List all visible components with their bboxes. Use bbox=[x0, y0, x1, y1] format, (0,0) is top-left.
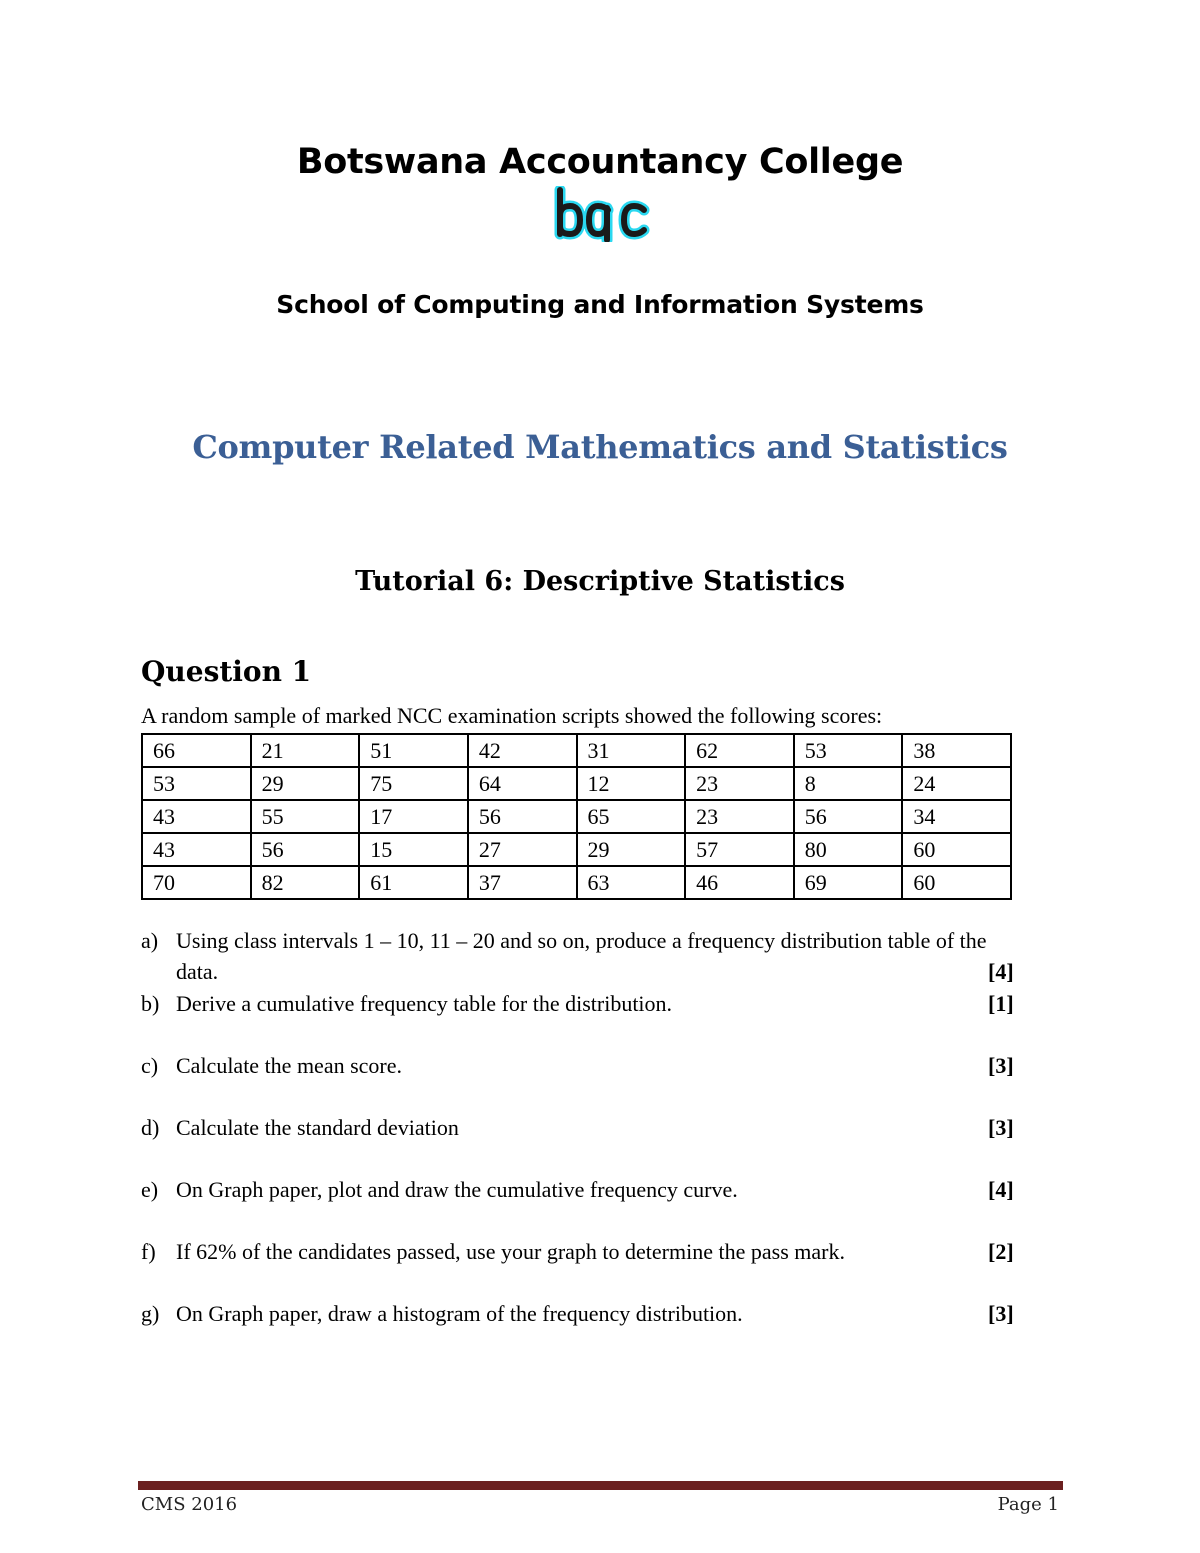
table-cell: 23 bbox=[685, 767, 794, 800]
table-cell: 57 bbox=[685, 833, 794, 866]
table-cell: 34 bbox=[902, 800, 1011, 833]
footer-rule bbox=[138, 1481, 1063, 1490]
college-name: Botswana Accountancy College bbox=[296, 142, 904, 182]
table-cell: 53 bbox=[142, 767, 251, 800]
table-cell: 69 bbox=[794, 866, 903, 899]
table-cell: 43 bbox=[142, 833, 251, 866]
table-cell: 23 bbox=[685, 800, 794, 833]
item-letter: g) bbox=[141, 1301, 160, 1326]
bac-logo bbox=[552, 186, 652, 242]
table-cell: 29 bbox=[251, 767, 360, 800]
item-text: Calculate the standard deviation bbox=[176, 1115, 459, 1140]
item-text: Calculate the mean score. bbox=[176, 1053, 403, 1078]
table-cell: 21 bbox=[251, 734, 360, 767]
item-marks: [2] bbox=[988, 1239, 1014, 1264]
item-marks: [3] bbox=[988, 1301, 1014, 1326]
table-row bbox=[142, 866, 1011, 899]
table-cell: 46 bbox=[685, 866, 794, 899]
table-cell: 56 bbox=[794, 800, 903, 833]
table-row bbox=[142, 734, 1011, 767]
table-cell: 29 bbox=[577, 833, 686, 866]
table-cell: 37 bbox=[468, 866, 577, 899]
table-cell: 56 bbox=[251, 833, 360, 866]
table-row bbox=[142, 833, 1011, 866]
table-cell: 17 bbox=[359, 800, 468, 833]
table-cell: 38 bbox=[902, 734, 1011, 767]
item-text: On Graph paper, plot and draw the cumulative frequency curve. bbox=[176, 1177, 738, 1202]
school-name: School of Computing and Information Systems bbox=[276, 290, 924, 319]
item-marks: [3] bbox=[988, 1053, 1014, 1078]
item-letter: d) bbox=[141, 1115, 160, 1140]
scores-table-body bbox=[142, 734, 1011, 899]
item-letter: e) bbox=[141, 1177, 159, 1202]
table-cell: 55 bbox=[251, 800, 360, 833]
table-cell: 15 bbox=[359, 833, 468, 866]
question-heading: Question 1 bbox=[141, 655, 312, 688]
table-cell: 75 bbox=[359, 767, 468, 800]
table-cell: 66 bbox=[142, 734, 251, 767]
item-text: Derive a cumulative frequency table for the distribution. bbox=[176, 991, 673, 1016]
table-cell: 64 bbox=[468, 767, 577, 800]
table-cell: 62 bbox=[685, 734, 794, 767]
table-cell: 12 bbox=[577, 767, 686, 800]
item-letter: b) bbox=[141, 991, 160, 1016]
table-cell: 56 bbox=[468, 800, 577, 833]
table-cell: 61 bbox=[359, 866, 468, 899]
table-cell: 65 bbox=[577, 800, 686, 833]
item-letter: a) bbox=[141, 928, 159, 953]
table-cell: 43 bbox=[142, 800, 251, 833]
item-text: On Graph paper, draw a histogram of the frequency distribution. bbox=[176, 1301, 743, 1326]
table-row bbox=[142, 767, 1011, 800]
item-text: Using class intervals 1 – 10, 11 – 20 and so on, produce a frequency distribution table of the data. bbox=[176, 928, 987, 984]
item-letter: c) bbox=[141, 1053, 159, 1078]
item-marks: [4] bbox=[988, 959, 1014, 984]
table-cell: 60 bbox=[902, 866, 1011, 899]
item-marks: [1] bbox=[988, 991, 1014, 1016]
footer-course-code: CMS 2016 bbox=[141, 1494, 238, 1515]
table-cell: 82 bbox=[251, 866, 360, 899]
table-cell: 80 bbox=[794, 833, 903, 866]
table-cell: 24 bbox=[902, 767, 1011, 800]
footer-page-number: Page 1 bbox=[997, 1494, 1059, 1515]
table-cell: 60 bbox=[902, 833, 1011, 866]
table-cell: 42 bbox=[468, 734, 577, 767]
table-cell: 63 bbox=[577, 866, 686, 899]
table-cell: 31 bbox=[577, 734, 686, 767]
tutorial-title: Tutorial 6: Descriptive Statistics bbox=[355, 566, 845, 597]
question-item-a bbox=[141, 925, 1047, 987]
table-row bbox=[142, 800, 1011, 833]
table-cell: 70 bbox=[142, 866, 251, 899]
course-title: Computer Related Mathematics and Statistics bbox=[192, 428, 1008, 466]
table-cell: 8 bbox=[794, 767, 903, 800]
item-marks: [4] bbox=[988, 1177, 1014, 1202]
item-text: If 62% of the candidates passed, use your graph to determine the pass mark. bbox=[176, 1239, 845, 1264]
scores-table bbox=[141, 733, 1012, 900]
item-marks: [3] bbox=[988, 1115, 1014, 1140]
table-cell: 27 bbox=[468, 833, 577, 866]
table-cell: 53 bbox=[794, 734, 903, 767]
item-letter: f) bbox=[141, 1239, 156, 1264]
table-cell: 51 bbox=[359, 734, 468, 767]
question-intro: A random sample of marked NCC examination scripts showed the following scores: bbox=[141, 703, 883, 728]
